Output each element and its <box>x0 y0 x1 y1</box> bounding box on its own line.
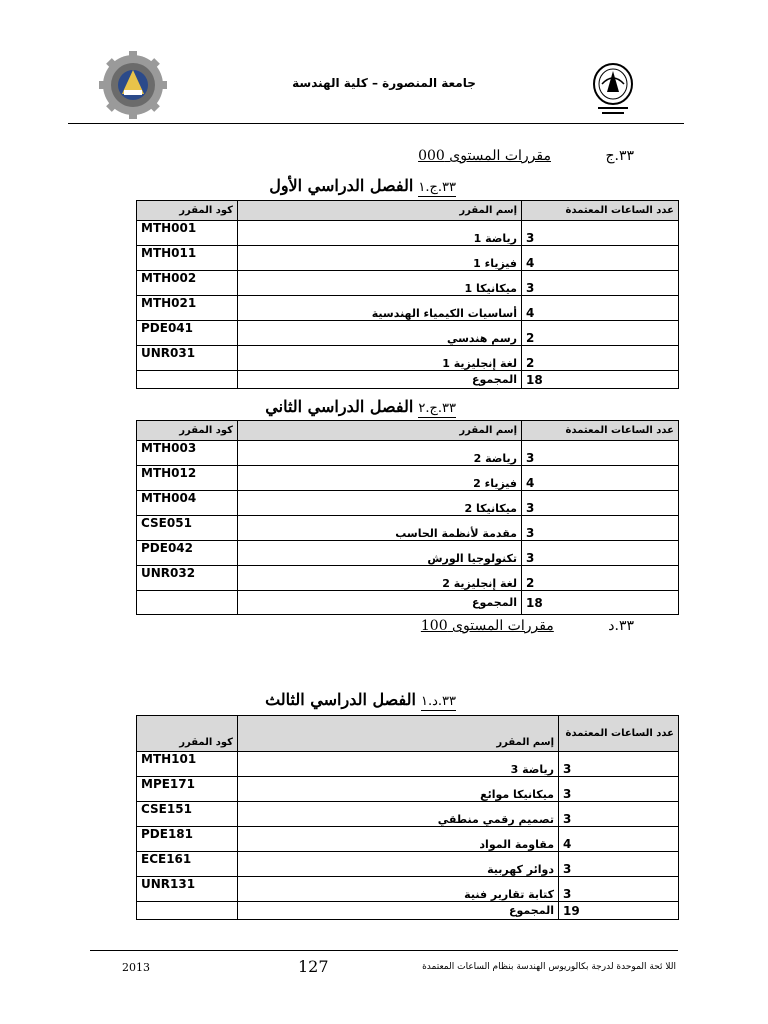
section-title: مقررات المستوى 000 <box>418 148 551 164</box>
table-row <box>137 877 679 902</box>
table-header-row <box>137 421 679 441</box>
course-hours: 4 <box>522 296 679 321</box>
university-emblem-icon <box>590 62 636 118</box>
table-total-row <box>137 371 679 389</box>
course-name: أساسيات الكيمياء الهندسية <box>238 296 522 321</box>
course-hours: 3 <box>522 491 679 516</box>
course-name: ميكانيكا 1 <box>238 271 522 296</box>
course-name: رياضة 1 <box>238 221 522 246</box>
table-row <box>137 852 679 877</box>
course-hours: 4 <box>522 246 679 271</box>
table-row <box>137 752 679 777</box>
table-row <box>137 466 679 491</box>
course-code: MTH003 <box>137 441 238 466</box>
semester-heading-second <box>265 397 456 416</box>
course-code: CSE051 <box>137 516 238 541</box>
total-hours: 18 <box>522 591 679 615</box>
course-code: ECE161 <box>137 852 238 877</box>
course-name: فيزياء 1 <box>238 246 522 271</box>
course-code: MPE171 <box>137 777 238 802</box>
semester-code: ٣٣.ج.١ <box>418 180 456 195</box>
course-hours: 3 <box>559 877 679 902</box>
course-hours: 3 <box>559 752 679 777</box>
semester-title: الفصل الدراسي الثالث <box>265 690 416 709</box>
course-hours: 4 <box>522 466 679 491</box>
course-hours: 3 <box>559 777 679 802</box>
col-header-name: إسم المقرر <box>238 716 559 752</box>
semester-title: الفصل الدراسي الثاني <box>265 397 414 416</box>
col-header-hours: عدد الساعات المعتمدة <box>559 716 679 752</box>
course-hours: 4 <box>559 827 679 852</box>
courses-table-semester-1 <box>136 200 679 389</box>
col-header-name: إسم المقرر <box>238 421 522 441</box>
table-row <box>137 777 679 802</box>
course-hours: 3 <box>522 221 679 246</box>
section-heading-level-000 <box>418 148 634 164</box>
table-total-row <box>137 902 679 920</box>
section-heading-level-100 <box>421 618 634 634</box>
course-name: فيزياء 2 <box>238 466 522 491</box>
semester-heading-first <box>269 176 456 195</box>
table-row <box>137 221 679 246</box>
course-code: UNR032 <box>137 566 238 591</box>
course-name: لغة إنجليزية 1 <box>238 346 522 371</box>
table-row <box>137 827 679 852</box>
footer-divider <box>90 950 678 951</box>
course-name: مقدمة لأنظمة الحاسب <box>238 516 522 541</box>
course-code: CSE151 <box>137 802 238 827</box>
total-label: المجموع <box>238 371 522 389</box>
total-code-empty <box>137 902 238 920</box>
section-code: ٣٣.د <box>608 618 634 634</box>
course-code: MTH021 <box>137 296 238 321</box>
course-code: MTH011 <box>137 246 238 271</box>
total-label: المجموع <box>238 902 559 920</box>
course-hours: 2 <box>522 321 679 346</box>
total-code-empty <box>137 591 238 615</box>
section-code: ٣٣.ج <box>605 148 634 164</box>
course-hours: 3 <box>522 441 679 466</box>
col-header-code: كود المقرر <box>137 201 238 221</box>
col-header-hours: عدد الساعات المعتمدة <box>522 201 679 221</box>
table-row <box>137 246 679 271</box>
course-name: لغة إنجليزية 2 <box>238 566 522 591</box>
course-name: رسم هندسي <box>238 321 522 346</box>
total-code-empty <box>137 371 238 389</box>
table-row <box>137 296 679 321</box>
table-row <box>137 802 679 827</box>
course-name: تصميم رقمي منطقي <box>238 802 559 827</box>
table-row <box>137 441 679 466</box>
section-title: مقررات المستوى 100 <box>420 618 554 634</box>
courses-table-semester-2 <box>136 420 679 615</box>
total-hours: 19 <box>559 902 679 920</box>
course-name: رياضة 3 <box>238 752 559 777</box>
total-label: المجموع <box>238 591 522 615</box>
course-code: MTH004 <box>137 491 238 516</box>
page-number: 127 <box>298 957 329 976</box>
course-hours: 3 <box>559 802 679 827</box>
semester-code: ٣٣.د.١ <box>420 694 456 709</box>
course-name: تكنولوجيا الورش <box>238 541 522 566</box>
course-name: رياضة 2 <box>238 441 522 466</box>
course-code: MTH012 <box>137 466 238 491</box>
course-hours: 3 <box>522 271 679 296</box>
course-code: MTH101 <box>137 752 238 777</box>
table-row <box>137 541 679 566</box>
semester-code: ٣٣.ج.٢ <box>418 401 456 416</box>
course-hours: 3 <box>559 852 679 877</box>
col-header-name: إسم المقرر <box>238 201 522 221</box>
table-row <box>137 566 679 591</box>
total-hours: 18 <box>522 371 679 389</box>
footer-regulation-title: اللا ئحة الموحدة لدرجة بكالوريوس الهندسة بنظام الساعات المعتمدة <box>422 962 676 972</box>
col-header-hours: عدد الساعات المعتمدة <box>522 421 679 441</box>
course-name: مقاومة المواد <box>238 827 559 852</box>
course-name: كتابة تقارير فنية <box>238 877 559 902</box>
course-hours: 2 <box>522 566 679 591</box>
course-code: UNR131 <box>137 877 238 902</box>
table-header-row <box>137 716 679 752</box>
semester-heading-third <box>265 690 456 709</box>
course-name: ميكانيكا 2 <box>238 491 522 516</box>
table-row <box>137 346 679 371</box>
course-hours: 2 <box>522 346 679 371</box>
footer-year: 2013 <box>122 961 150 974</box>
semester-title: الفصل الدراسي الأول <box>269 176 414 195</box>
col-header-code: كود المقرر <box>137 421 238 441</box>
course-code: PDE041 <box>137 321 238 346</box>
table-row <box>137 491 679 516</box>
course-name: ميكانيكا موائع <box>238 777 559 802</box>
col-header-code: كود المقرر <box>137 716 238 752</box>
table-row <box>137 271 679 296</box>
header-title: جامعة المنصورة – كلية الهندسة <box>292 76 476 90</box>
table-row <box>137 321 679 346</box>
course-name: دوائر كهربية <box>238 852 559 877</box>
course-hours: 3 <box>522 541 679 566</box>
course-code: MTH001 <box>137 221 238 246</box>
header-divider <box>68 123 684 124</box>
courses-table-semester-3 <box>136 715 679 920</box>
course-code: PDE181 <box>137 827 238 852</box>
table-total-row <box>137 591 679 615</box>
table-header-row <box>137 201 679 221</box>
course-code: UNR031 <box>137 346 238 371</box>
course-code: PDE042 <box>137 541 238 566</box>
table-row <box>137 516 679 541</box>
course-hours: 3 <box>522 516 679 541</box>
course-code: MTH002 <box>137 271 238 296</box>
